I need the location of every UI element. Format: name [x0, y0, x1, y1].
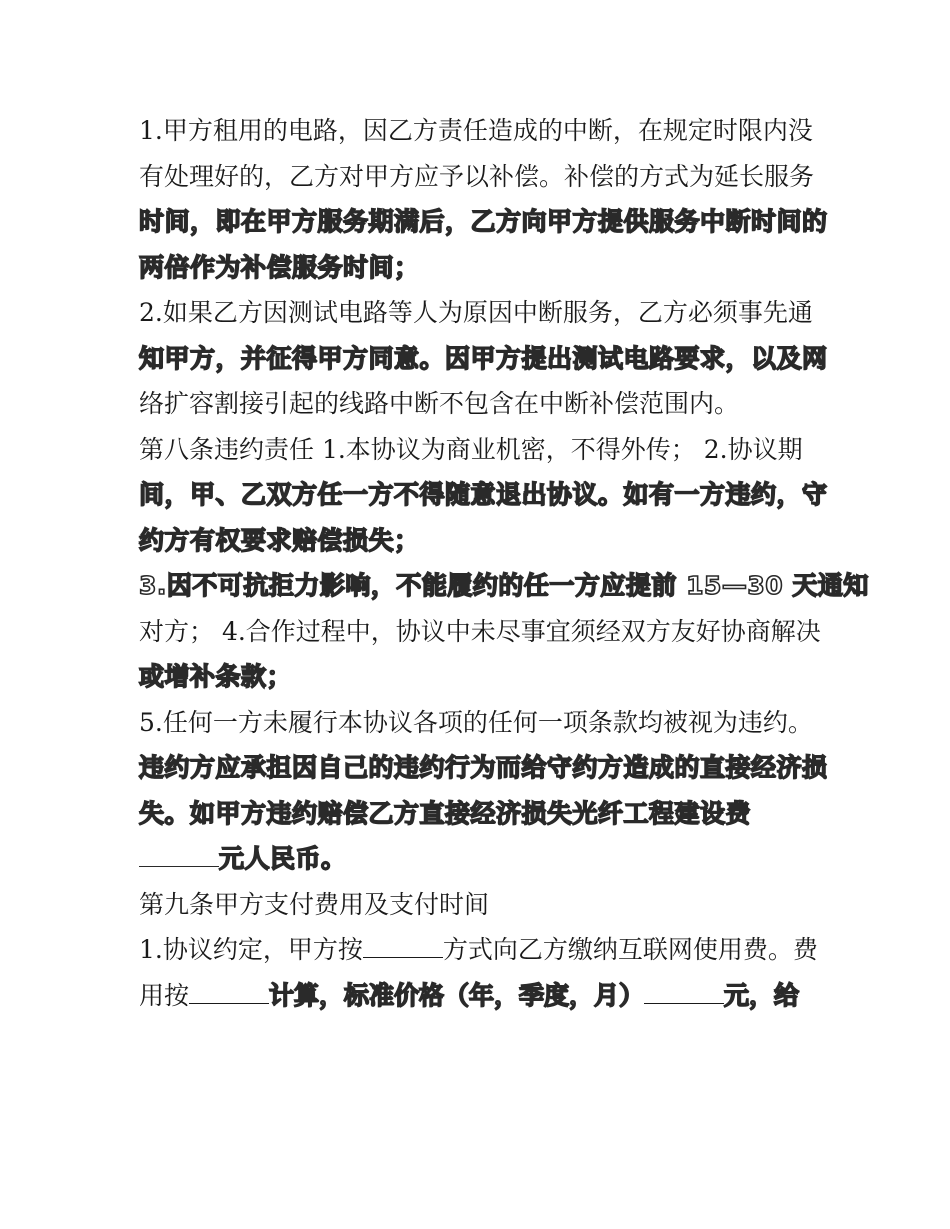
body-line: 时间，即在甲方服务期满后，乙方向甲方提供服务中断时间的 [139, 207, 828, 236]
body-line-with-blank [139, 973, 819, 1019]
body-line: 约方有权要求赔偿损失； [139, 525, 420, 555]
body-line-with-blank [139, 927, 819, 973]
body-line: 或增补条款； [139, 662, 293, 691]
body-line: 对方； 4.合作过程中，协议中未尽事宜须经双方友好协商解决 [139, 616, 821, 646]
line-segment: 计算，标准价格（年，季度，月） [269, 980, 645, 1010]
fill-in-blank [363, 927, 443, 958]
line-segment: 元人民币。 [219, 844, 347, 873]
body-line: 络扩容割接引起的线路中断不包含在中断补偿范围内。 [139, 389, 740, 418]
body-line: 知甲方，并征得甲方同意。因甲方提出测试电路要求，以及网 [139, 343, 828, 373]
line-segment: 用按 [139, 980, 190, 1010]
body-line: 1.甲方租用的电路，因乙方责任造成的中断，在规定时限内没 [139, 116, 813, 145]
line-segment: 方式向乙方缴纳互联网使用费。费 [442, 935, 818, 964]
body-line: 间，甲、乙双方任一方不得随意退出协议。如有一方违约，守 [139, 480, 828, 509]
body-line: 有处理好的，乙方对甲方应予以补偿。补偿的方式为延长服务 [139, 161, 815, 191]
fill-in-blank [189, 973, 269, 1004]
line-segment: 元，给 [724, 980, 800, 1010]
body-line-with-blank [139, 836, 819, 882]
body-line: 5.任何一方未履行本协议各项的任何一项条款均被视为违约。 [139, 707, 813, 737]
line-segment: 1.协议约定，甲方按 [139, 935, 363, 964]
document-body [139, 108, 869, 1018]
article-heading-line: 第八条违约责任 1.本协议为商业机密，不得外传； 2.协议期 [139, 434, 803, 464]
body-line: 违约方应承担因自己的违约行为而给守约方造成的直接经济损 [139, 753, 828, 782]
body-line: 2.如果乙方因测试电路等人为原因中断服务，乙方必须事先通 [139, 298, 813, 327]
fill-in-blank [644, 973, 724, 1004]
body-line: 失。如甲方违约赔偿乙方直接经济损失光纤工程建设费 [139, 798, 752, 828]
body-line: 3.因不可抗拒力影响，不能履约的任一方应提前 15—30 天通知 [139, 571, 869, 600]
fill-in-blank [139, 836, 219, 867]
article-heading-line: 第九条甲方支付费用及支付时间 [139, 889, 490, 919]
body-line: 两倍作为补偿服务时间； [139, 252, 420, 282]
